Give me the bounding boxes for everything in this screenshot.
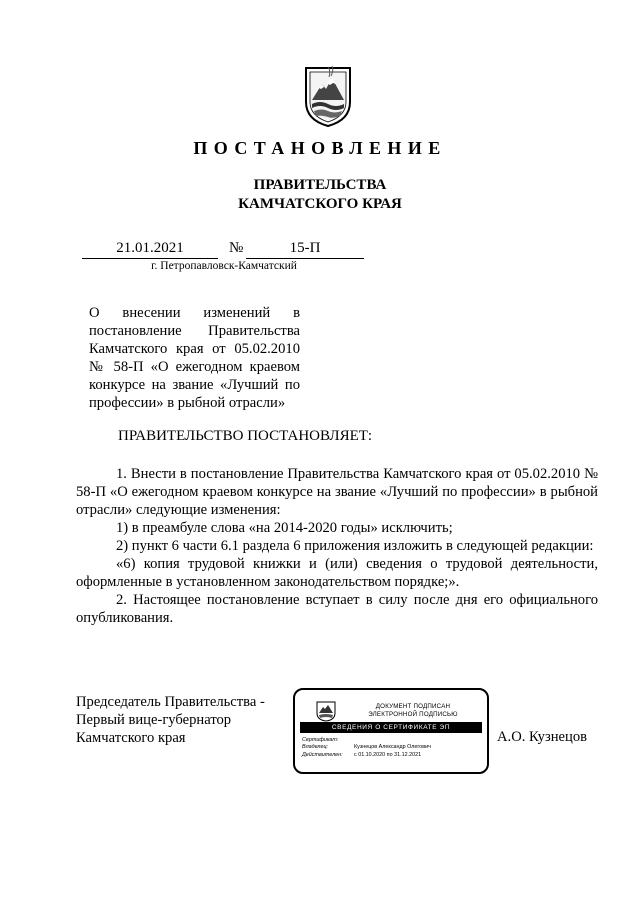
paragraph-1: 1. Внести в постановление Правительства Камчатского края от 05.02.2010 № 58-П «О ежегодном краевом конкурсе на звание «Лучший по профессии» в рыбной отрасли» следующие изменения: xyxy=(76,466,598,518)
signatory-line-3: Камчатского края xyxy=(76,730,186,746)
document-date-number xyxy=(82,240,366,262)
signer-name: А.О. Кузнецов xyxy=(497,729,588,745)
stamp-row-key: Владелец: xyxy=(302,744,329,751)
signatory-title xyxy=(76,693,286,747)
document-subject: О внесении изменений в постановление Правительства Камчатского края от 05.02.2010 № 58-П «О ежегодном краевом конкурсе на звание «Лучший по профессии» в рыбной отрасли» xyxy=(89,305,300,411)
document-body xyxy=(76,465,598,627)
stamp-row-value: с 01.10.2020 по 31.12.2021 xyxy=(354,751,422,758)
paragraph-2: 2. Настоящее постановление вступает в силу после дня его официального опубликования. xyxy=(76,592,598,626)
signatory-line-1: Председатель Правительства - xyxy=(76,694,265,710)
electronic-signature-stamp xyxy=(293,688,489,774)
paragraph-1-quote: «6) копия трудовой книжки и (или) сведения о трудовой деятельности, оформленные в установленном законодательством порядке;». xyxy=(76,556,598,590)
stamp-row-validity xyxy=(302,752,431,759)
number-underline xyxy=(246,258,364,259)
issuing-authority xyxy=(0,176,640,214)
number-sign: № xyxy=(229,240,244,256)
authority-line-1: ПРАВИТЕЛЬСТВА xyxy=(253,177,387,193)
coat-of-arms xyxy=(302,62,354,128)
stamp-details xyxy=(302,737,431,759)
stamp-emblem-icon xyxy=(315,700,337,722)
document-city: г. Петропавловск-Камчатский xyxy=(151,260,297,272)
stamp-title-line-1: ДОКУМЕНТ ПОДПИСАН xyxy=(375,703,451,710)
document-date: 21.01.2021 xyxy=(116,240,184,256)
stamp-row-certificate xyxy=(302,737,431,744)
document-heading: ПОСТАНОВЛЕНИЕ xyxy=(193,138,447,158)
document-number: 15-П xyxy=(289,240,321,256)
decree-statement: ПРАВИТЕЛЬСТВО ПОСТАНОВЛЯЕТ: xyxy=(118,428,373,444)
stamp-row-key: Сертификат: xyxy=(302,737,339,743)
stamp-row-value: Кузнецов Александр Олегович xyxy=(354,744,431,751)
kamchatka-coat-of-arms-icon xyxy=(302,62,354,128)
signatory-line-2: Первый вице-губернатор xyxy=(76,712,232,728)
date-underline xyxy=(82,258,218,259)
stamp-title xyxy=(353,703,473,719)
stamp-title-line-2: ЭЛЕКТРОННОЙ ПОДПИСЬЮ xyxy=(368,711,458,718)
paragraph-1-item-2: 2) пункт 6 части 6.1 раздела 6 приложения изложить в следующей редакции: xyxy=(116,538,594,554)
stamp-row-key: Действителен: xyxy=(302,751,343,758)
stamp-row-owner xyxy=(302,744,431,751)
paragraph-1-item-1: 1) в преамбуле слова «на 2014-2020 годы» исключить; xyxy=(116,520,453,536)
stamp-certificate-bar: СВЕДЕНИЯ О СЕРТИФИКАТЕ ЭП xyxy=(300,722,482,733)
authority-line-2: КАМЧАТСКОГО КРАЯ xyxy=(238,196,402,212)
